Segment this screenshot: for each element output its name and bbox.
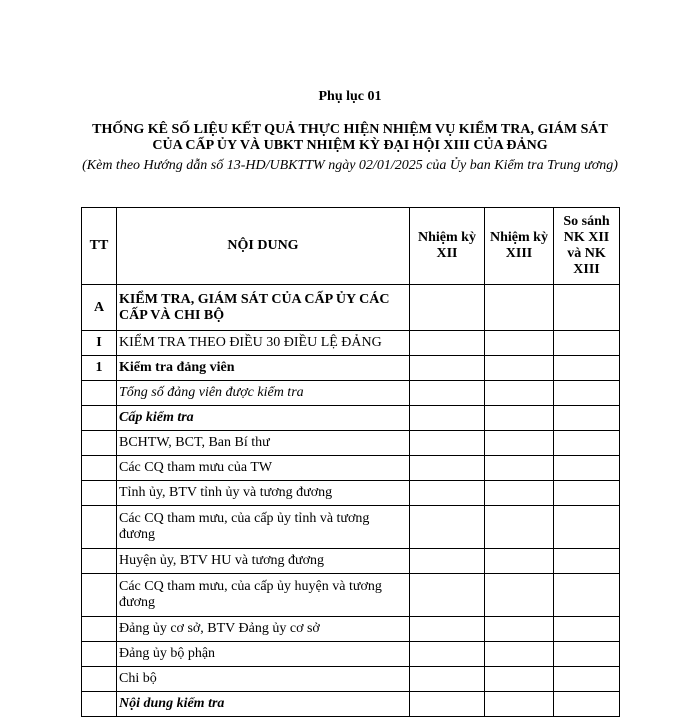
- term-12-value-cell: [410, 481, 485, 506]
- comparison-value-cell: [554, 456, 620, 481]
- row-number-cell: [82, 617, 117, 642]
- row-content-cell: Kiểm tra đảng viên: [117, 356, 410, 381]
- term-12-value-cell: [410, 549, 485, 574]
- comparison-value-cell: [554, 285, 620, 331]
- row-number-cell: [82, 456, 117, 481]
- table-row: [82, 617, 620, 642]
- term-13-value-cell: [485, 642, 554, 667]
- comparison-value-cell: [554, 549, 620, 574]
- row-content-cell: Cấp kiểm tra: [117, 406, 410, 431]
- term-13-value-cell: [485, 285, 554, 331]
- row-content-cell: Chi bộ: [117, 667, 410, 692]
- table-row: [82, 331, 620, 356]
- comparison-value-cell: [554, 331, 620, 356]
- row-number-cell: I: [82, 331, 117, 356]
- term-13-value-cell: [485, 381, 554, 406]
- appendix-label: Phụ lục 01: [318, 89, 382, 104]
- term-13-value-cell: [485, 617, 554, 642]
- table-row: [82, 356, 620, 381]
- table-row: [82, 574, 620, 617]
- row-content-cell: KIỂM TRA, GIÁM SÁT CỦA CẤP ỦY CÁC CẤP VÀ CHI BỘ: [117, 285, 410, 331]
- comparison-value-cell: [554, 356, 620, 381]
- comparison-value-cell: [554, 406, 620, 431]
- table-row: [82, 456, 620, 481]
- row-number-cell: [82, 481, 117, 506]
- comparison-value-cell: [554, 431, 620, 456]
- row-number-cell: [82, 506, 117, 549]
- term-13-value-cell: [485, 692, 554, 717]
- comparison-value-cell: [554, 692, 620, 717]
- term-13-value-cell: [485, 574, 554, 617]
- document-subtitle: (Kèm theo Hướng dẫn số 13-HD/UBKTTW ngày 02/01/2025 của Ủy ban Kiểm tra Trung ương): [82, 158, 618, 173]
- term-12-value-cell: [410, 356, 485, 381]
- row-content-cell: Tổng số đảng viên được kiểm tra: [117, 381, 410, 406]
- term-13-value-cell: [485, 456, 554, 481]
- term-13-value-cell: [485, 406, 554, 431]
- column-header-comparison: So sánh NK XII và NK XIII: [554, 208, 620, 285]
- comparison-value-cell: [554, 381, 620, 406]
- table-row: [82, 431, 620, 456]
- term-12-value-cell: [410, 381, 485, 406]
- comparison-value-cell: [554, 617, 620, 642]
- table-row: [82, 506, 620, 549]
- row-content-cell: Các CQ tham mưu, của cấp ủy huyện và tương đương: [117, 574, 410, 617]
- comparison-value-cell: [554, 667, 620, 692]
- table-body: [82, 285, 620, 717]
- term-13-value-cell: [485, 331, 554, 356]
- term-13-value-cell: [485, 356, 554, 381]
- comparison-value-cell: [554, 481, 620, 506]
- term-12-value-cell: [410, 642, 485, 667]
- table-row: [82, 381, 620, 406]
- table-row: [82, 642, 620, 667]
- statistics-table: [81, 207, 620, 717]
- table-row: [82, 406, 620, 431]
- row-content-cell: Các CQ tham mưu của TW: [117, 456, 410, 481]
- row-content-cell: BCHTW, BCT, Ban Bí thư: [117, 431, 410, 456]
- table-header-row: [82, 208, 620, 285]
- term-13-value-cell: [485, 431, 554, 456]
- row-content-cell: KIỂM TRA THEO ĐIỀU 30 ĐIỀU LỆ ĐẢNG: [117, 331, 410, 356]
- row-number-cell: [82, 431, 117, 456]
- column-header-term-13: Nhiệm kỳ XIII: [485, 208, 554, 285]
- table-row: [82, 692, 620, 717]
- term-13-value-cell: [485, 481, 554, 506]
- term-13-value-cell: [485, 667, 554, 692]
- term-12-value-cell: [410, 431, 485, 456]
- row-content-cell: Nội dung kiểm tra: [117, 692, 410, 717]
- row-number-cell: [82, 692, 117, 717]
- row-number-cell: [82, 549, 117, 574]
- row-number-cell: [82, 381, 117, 406]
- term-12-value-cell: [410, 406, 485, 431]
- term-12-value-cell: [410, 506, 485, 549]
- comparison-value-cell: [554, 642, 620, 667]
- row-number-cell: [82, 642, 117, 667]
- row-content-cell: Các CQ tham mưu, của cấp ủy tỉnh và tương đương: [117, 506, 410, 549]
- term-12-value-cell: [410, 285, 485, 331]
- row-number-cell: [82, 667, 117, 692]
- document-title: THỐNG KÊ SỐ LIỆU KẾT QUẢ THỰC HIỆN NHIỆM VỤ KIỂM TRA, GIÁM SÁT CỦA CẤP ỦY VÀ UBKT NHIỆM KỲ ĐẠI HỘI XIII CỦA ĐẢNG: [92, 122, 608, 153]
- column-header-term-12: Nhiệm kỳ XII: [410, 208, 485, 285]
- comparison-value-cell: [554, 506, 620, 549]
- column-header-tt: TT: [82, 208, 117, 285]
- row-content-cell: Đảng ủy bộ phận: [117, 642, 410, 667]
- row-content-cell: Đảng ủy cơ sở, BTV Đảng ủy cơ sở: [117, 617, 410, 642]
- row-number-cell: 1: [82, 356, 117, 381]
- term-12-value-cell: [410, 667, 485, 692]
- table-row: [82, 549, 620, 574]
- table-row: [82, 285, 620, 331]
- term-12-value-cell: [410, 617, 485, 642]
- table-row: [82, 481, 620, 506]
- table-row: [82, 667, 620, 692]
- term-13-value-cell: [485, 506, 554, 549]
- term-12-value-cell: [410, 692, 485, 717]
- term-12-value-cell: [410, 456, 485, 481]
- row-number-cell: A: [82, 285, 117, 331]
- column-header-content: NỘI DUNG: [117, 208, 410, 285]
- row-number-cell: [82, 574, 117, 617]
- comparison-value-cell: [554, 574, 620, 617]
- row-content-cell: Huyện ủy, BTV HU và tương đương: [117, 549, 410, 574]
- row-content-cell: Tỉnh ủy, BTV tỉnh ủy và tương đương: [117, 481, 410, 506]
- row-number-cell: [82, 406, 117, 431]
- term-12-value-cell: [410, 574, 485, 617]
- term-13-value-cell: [485, 549, 554, 574]
- term-12-value-cell: [410, 331, 485, 356]
